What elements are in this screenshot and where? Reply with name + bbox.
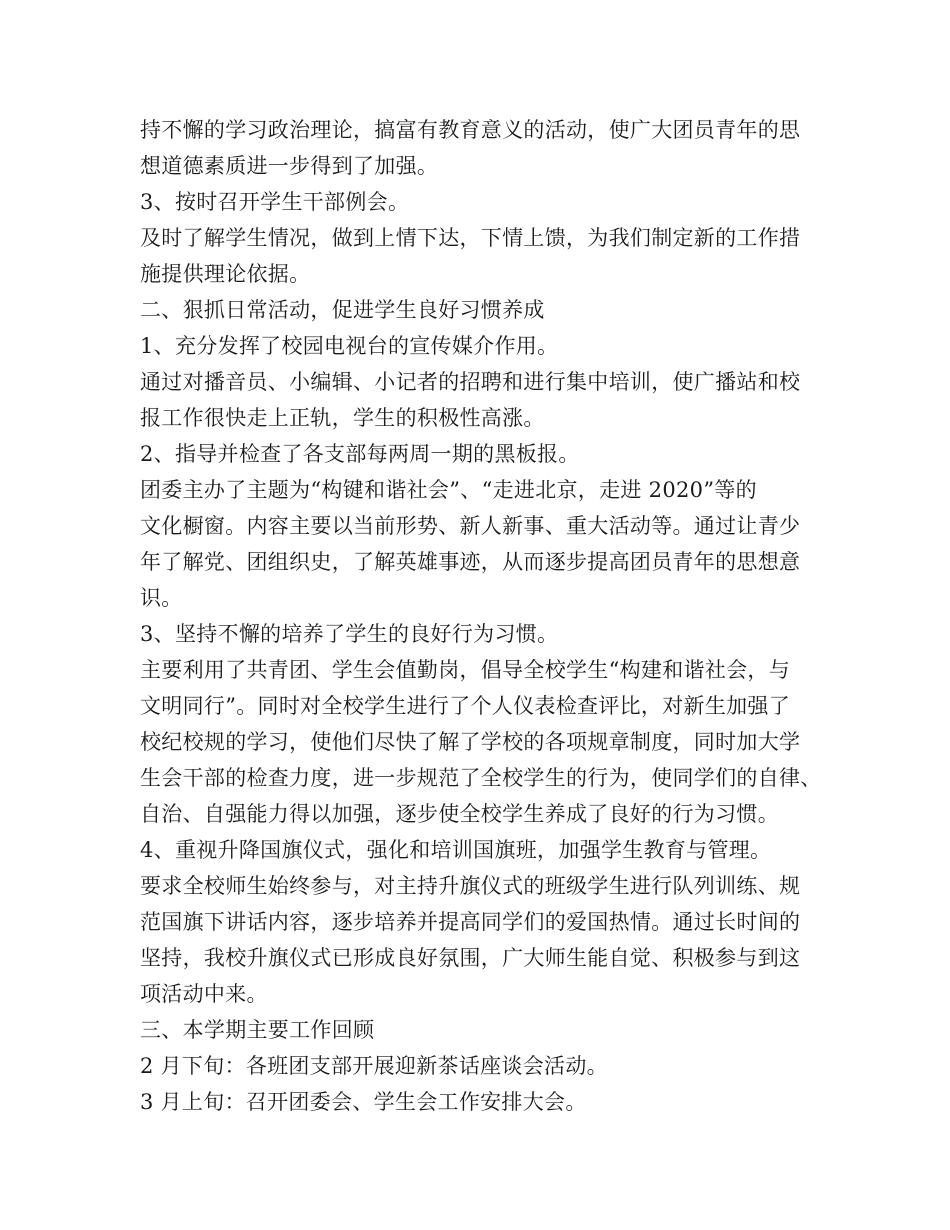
text-line: 施提供理论依据。 xyxy=(140,262,311,286)
text-line: 团委主办了主题为“构键和谐社会”、“走进北京，走进 2020”等的 xyxy=(140,478,757,502)
text-line: 报工作很快走上正轨，学生的积极性高涨。 xyxy=(140,406,545,430)
section-item-heading: 4、重视升降国旗仪式，强化和培训国旗班，加强学生教育与管理。 xyxy=(140,838,772,862)
section-item-heading: 3、坚持不懈的培养了学生的良好行为习惯。 xyxy=(140,622,559,646)
section-heading: 二、狠抓日常活动，促进学生良好习惯养成 xyxy=(140,298,545,322)
text-line: 项活动中来。 xyxy=(140,982,268,1006)
text-line: 要求全校师生始终参与，对主持升旗仪式的班级学生进行队列训练、规 xyxy=(140,874,801,898)
timeline-item: 3 月上旬：召开团委会、学生会工作安排大会。 xyxy=(140,1090,587,1114)
text-line: 主要利用了共青团、学生会值勤岗，倡导全校学生“构建和谐社会，与 xyxy=(140,658,791,682)
text-line: 自治、自强能力得以加强，逐步使全校学生养成了良好的行为习惯。 xyxy=(140,802,779,826)
text-line: 持不懈的学习政治理论，搞富有教育意义的活动，使广大团员青年的思 xyxy=(140,118,801,142)
text-line: 识。 xyxy=(140,586,183,610)
document-body xyxy=(140,112,820,1120)
text-line: 年了解党、团组织史，了解英雄事迹，从而逐步提高团员青年的思想意 xyxy=(140,550,801,574)
section-item-heading: 2、指导并检查了各支部每两周一期的黑板报。 xyxy=(140,442,580,466)
text-line: 生会干部的检查力度，进一步规范了全校学生的行为，使同学们的自律、 xyxy=(140,766,822,790)
text-line: 及时了解学生情况，做到上情下达，下情上馈，为我们制定新的工作措 xyxy=(140,226,801,250)
text-line: 文化橱窗。内容主要以当前形势、新人新事、重大活动等。通过让青少 xyxy=(140,514,801,538)
text-line: 想道德素质进一步得到了加强。 xyxy=(140,154,439,178)
text-line: 坚持，我校升旗仪式已形成良好氛围，广大师生能自觉、积极参与到这 xyxy=(140,946,801,970)
text-line: 文明同行”。同时对全校学生进行了个人仪表检查评比，对新生加强了 xyxy=(140,694,791,718)
timeline-item: 2 月下旬：各班团支部开展迎新茶话座谈会活动。 xyxy=(140,1054,608,1078)
section-heading: 三、本学期主要工作回顾 xyxy=(140,1018,375,1042)
section-item-heading: 1、充分发挥了校园电视台的宣传媒介作用。 xyxy=(140,334,559,358)
text-line: 范国旗下讲话内容，逐步培养并提高同学们的爱国热情。通过长时间的 xyxy=(140,910,801,934)
section-item-heading: 3、按时召开学生干部例会。 xyxy=(140,190,410,214)
text-line: 校纪校规的学习，使他们尽快了解了学校的各项规章制度，同时加大学 xyxy=(140,730,801,754)
text-line: 通过对播音员、小编辑、小记者的招聘和进行集中培训，使广播站和校 xyxy=(140,370,801,394)
